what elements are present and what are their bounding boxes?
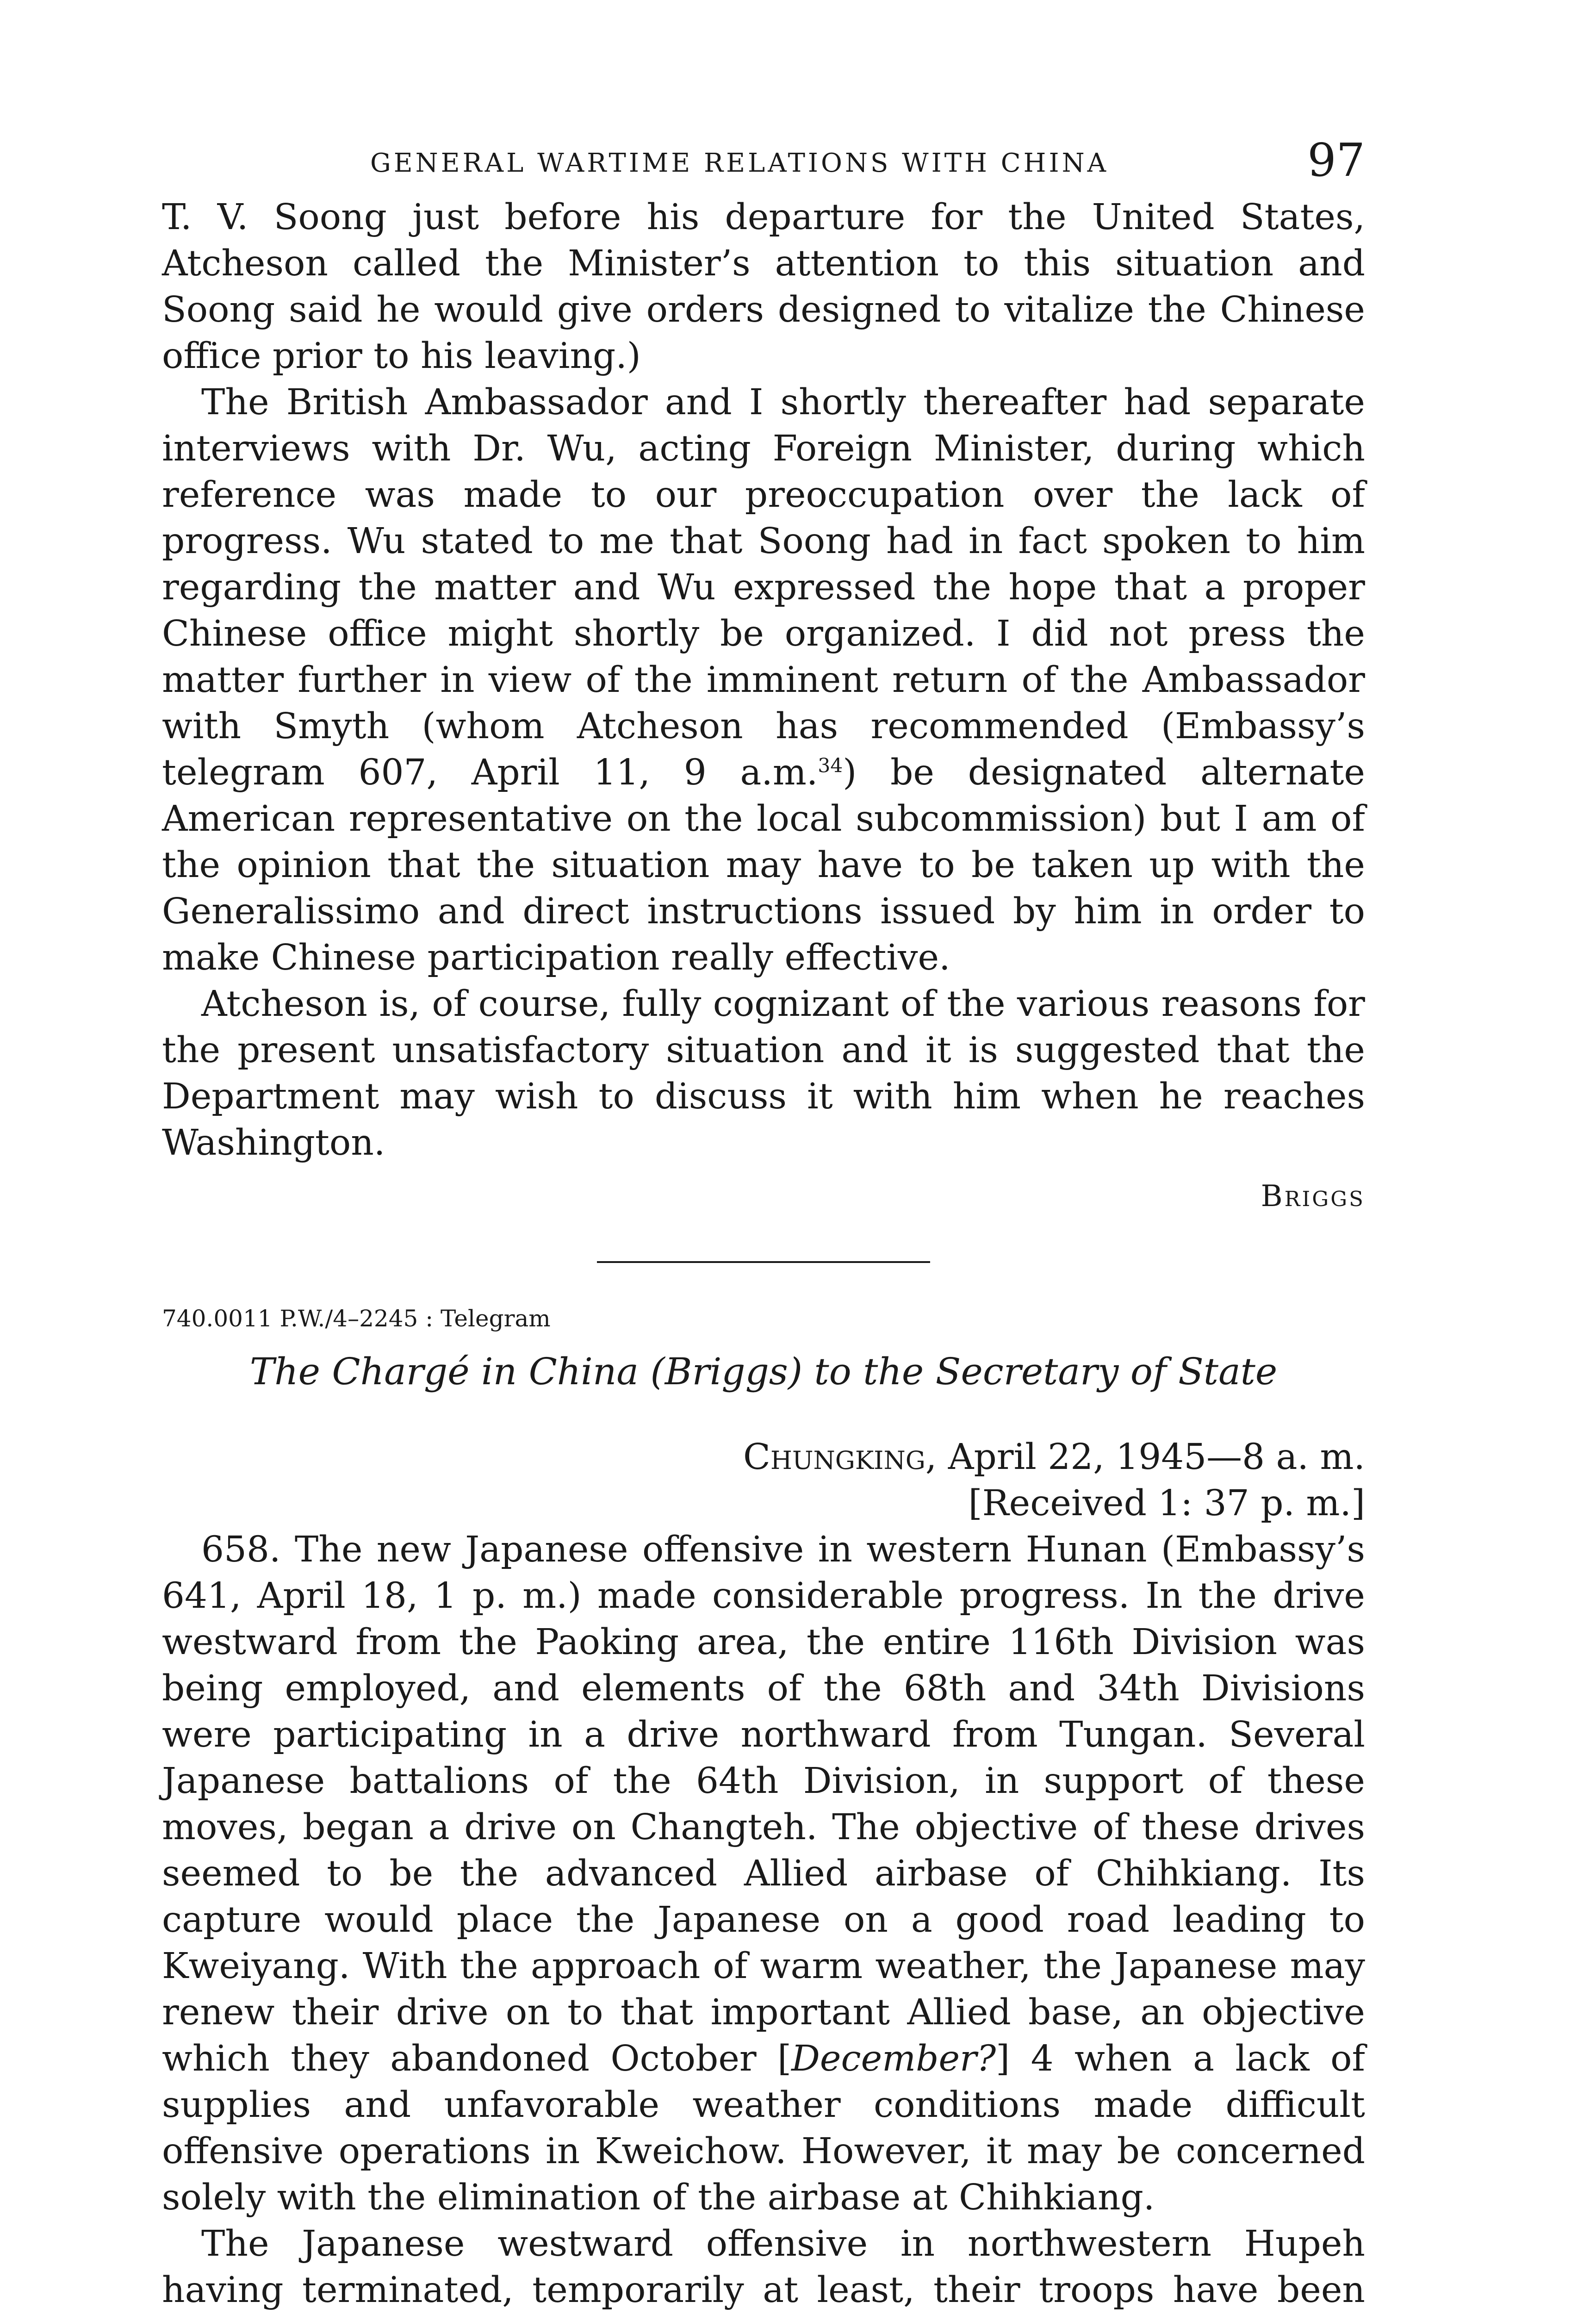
- paragraph-text: 658. The new Japanese offensive in western Hunan (Embassy’s 641, April 18, 1 p. m.) made considerable progress. In the drive westward from the Paoking area, the entire 116th Division was being employed, and elements of the 68th and 34th Divisions were participating in a drive northward from Tungan. Several Japanese battalions of the 64th Division, in support of these moves, began a drive on Changteh. The objective of these drives seemed to be the advanced Allied airbase of Chihkiang. Its capture would place the Japanese on a good road leading to Kweiyang. With the approach of warm weather, the Japanese may renew their drive on to that important Allied base, an objective which they abandoned October [: [162, 1529, 1365, 2079]
- paragraph: Atcheson is, of course, fully cognizant of the various reasons for the present unsatisfactory situation and it is suggested that the Department may wish to discuss it with him when he reaches Washington.: [162, 983, 1365, 1163]
- paragraph: [162, 1527, 1365, 2221]
- section-divider: [597, 1261, 930, 1263]
- date: , April 22, 1945—8 a. m.: [925, 1437, 1365, 1478]
- received-time: [Received 1: 37 p. m.]: [968, 1483, 1365, 1524]
- paragraph-text: The British Ambassador and I shortly thereafter had separate interviews with Dr. Wu, acting Foreign Minister, during which reference was made to our preoccupation over the lack of progress. Wu stated to me that Soong had in fact spoken to him regarding the matter and Wu expressed the hope that a proper Chinese office might shortly be organized. I did not press the matter further in view of the imminent return of the Ambassador with Smyth (whom Atcheson has recommended (Embassy’s telegram 607, April 11, 9 a.m.: [162, 382, 1365, 793]
- place: Chungking: [743, 1437, 925, 1478]
- running-head: [162, 134, 1365, 194]
- editorial-insertion: December?: [791, 2038, 996, 2079]
- paragraph: [162, 379, 1365, 981]
- page-content: [162, 134, 1365, 2314]
- running-title: GENERAL WARTIME RELATIONS WITH CHINA: [370, 148, 1109, 178]
- signature: Briggs: [1261, 1179, 1365, 1213]
- paragraph: The Japanese westward offensive in northwestern Hupeh having terminated, temporarily at least, their troops have been: [162, 2223, 1365, 2311]
- page-number: 97: [1307, 134, 1365, 187]
- paragraph-text: ] 4 when a lack of supplies and unfavorable weather conditions made difficult offensive operations in Kweichow. However, it may be concerned solely with the elimination of the airbase at Chihkiang.: [162, 2038, 1365, 2218]
- document-title: The Chargé in China (Briggs) to the Secretary of State: [249, 1350, 1278, 1393]
- place-date: [162, 1434, 1365, 1480]
- paragraph-text: ) be designated alternate American representative on the local subcommission) but I am of the opinion that the situation may have to be taken up with the Generalissimo and direct instructions issued by him in order to make Chinese participation really effective.: [162, 752, 1365, 978]
- footnote-ref: 34: [818, 754, 843, 777]
- file-reference: 740.0011 P.W./4–2245 : Telegram: [162, 1305, 551, 1332]
- paragraph: T. V. Soong just before his departure for the United States, Atcheson called the Minister’s attention to this situation and Soong said he would give orders designed to vitalize the Chinese office prior to his leaving.): [162, 197, 1365, 377]
